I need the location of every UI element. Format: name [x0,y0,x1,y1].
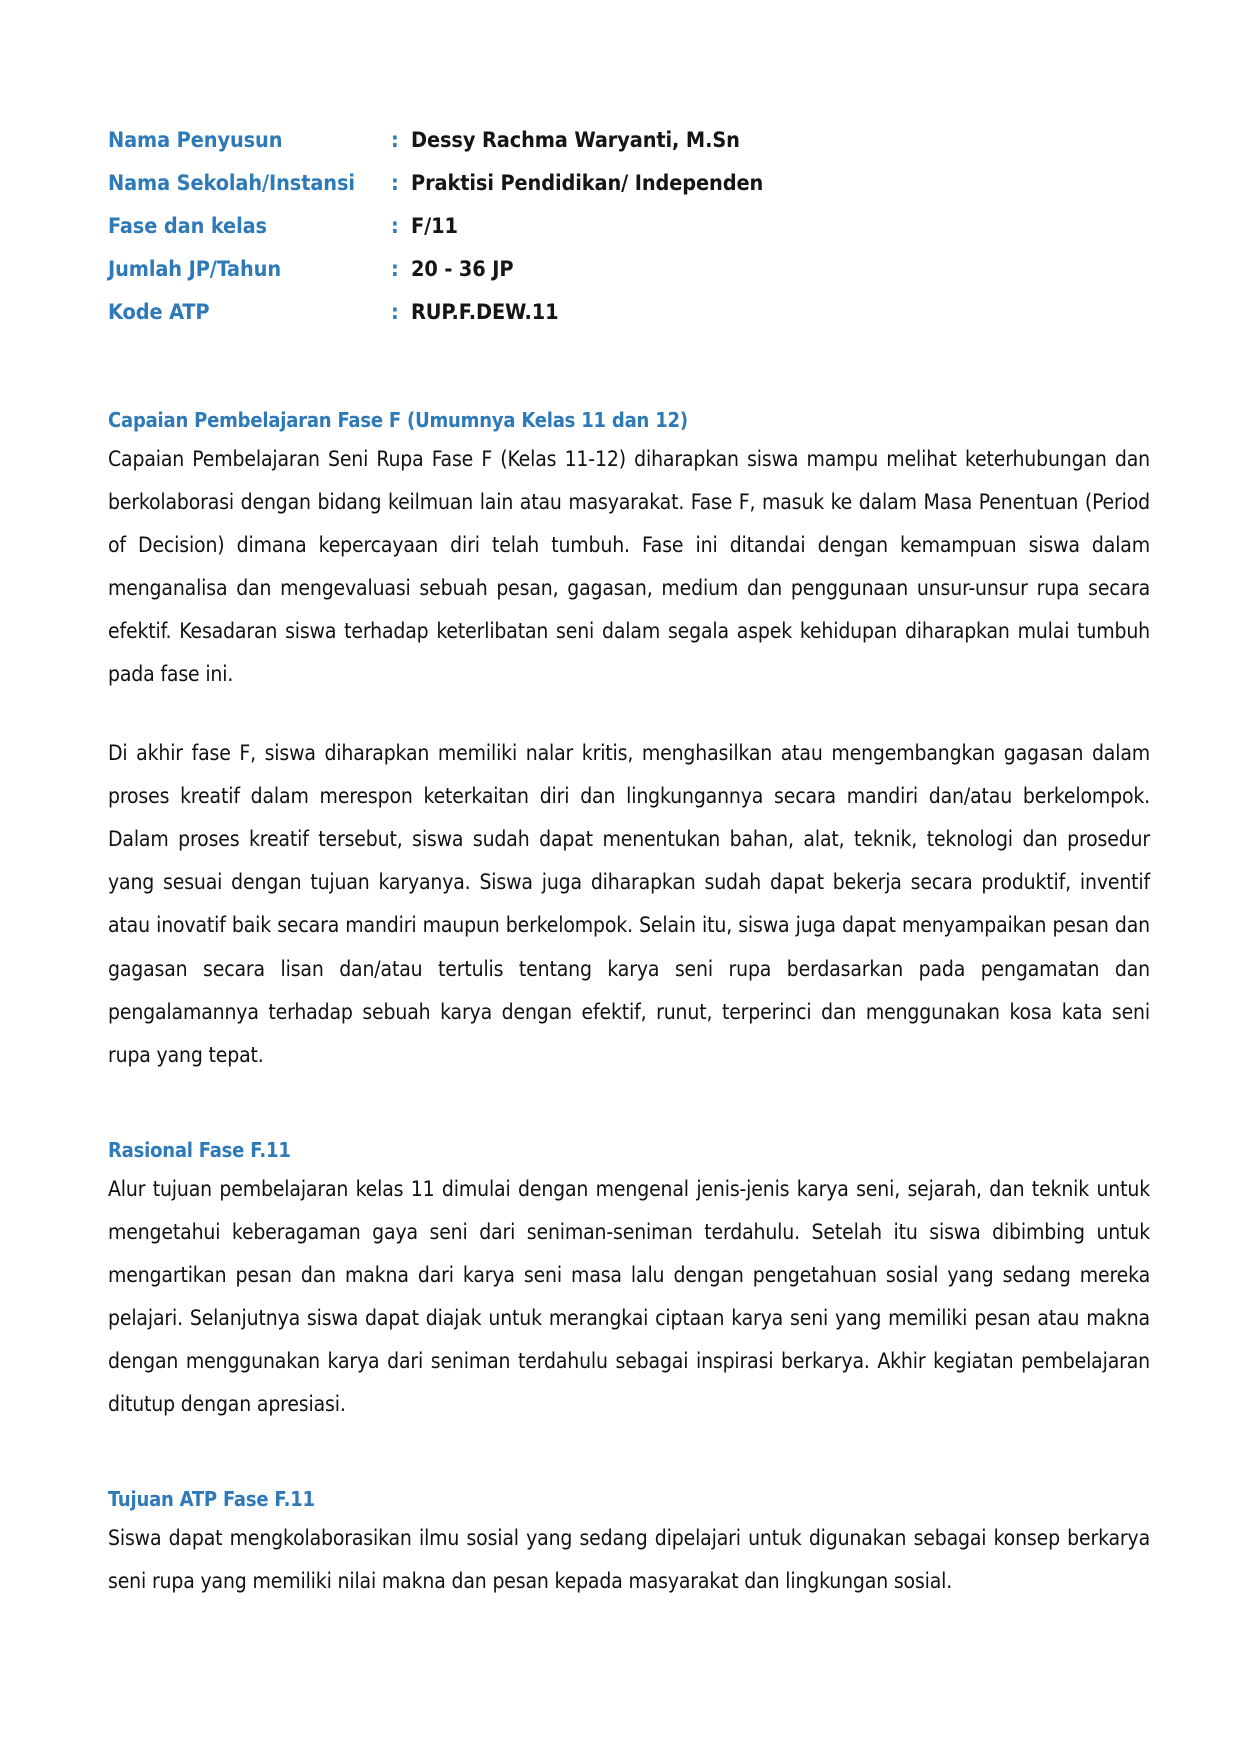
section-tujuan-atp [108,1486,1150,1603]
meta-separator: : [391,257,399,282]
spacer [108,1426,1150,1486]
table-row [108,257,808,300]
table-row [108,128,808,171]
section-heading-rasional: Rasional Fase F.11 [108,1137,291,1162]
paragraph-rasional-1: Alur tujuan pembelajaran kelas 11 dimulai dengan mengenal jenis-jenis karya seni, sejarah, dan teknik untuk mengetahui keberagaman gaya seni dari seniman-seniman terdahulu. Setelah itu siswa dibimbing untuk mengartikan pesan dan makna dari karya seni masa lalu dengan pengetahuan sosial yang sedang mereka pelajari. Selanjutnya siswa dapat diajak untuk merangkai ciptaan karya seni yang memiliki pesan atau makna dengan menggunakan karya dari seniman terdahulu sebagai inspirasi berkarya. Akhir kegiatan pembelajaran ditutup dengan apresiasi. [108,1176,1150,1416]
paragraph-capaian-2: Di akhir fase F, siswa diharapkan memiliki nalar kritis, menghasilkan atau mengembangkan gagasan dalam proses kreatif dalam merespon keterkaitan diri dan lingkungannya secara mandiri dan/atau berkelompok. Dalam proses kreatif tersebut, siswa sudah dapat menentukan bahan, alat, teknik, teknologi dan prosedur yang sesuai dengan tujuan karyanya. Siswa juga diharapkan sudah dapat bekerja secara produktif, inventif atau inovatif baik secara mandiri maupun berkelompok. Selain itu, siswa juga dapat menyampaikan pesan dan gagasan secara lisan dan/atau tertulis tentang karya seni rupa berdasarkan pada pengamatan dan pengalamannya terhadap sebuah karya dengan efektif, runut, terperinci dan menggunakan kosa kata seni rupa yang tepat. [108,741,1150,1067]
meta-label-nama-penyusun: Nama Penyusun [108,128,283,153]
paragraph-capaian-1: Capaian Pembelajaran Seni Rupa Fase F (Kelas 11-12) diharapkan siswa mampu melihat keterhubungan dan berkolaborasi dengan bidang keilmuan lain atau masyarakat. Fase F, masuk ke dalam Masa Penentuan (Period of Decision) dimana kepercayaan diri telah tumbuh. Fase ini ditandai dengan kemampuan siswa dalam menganalisa dan mengevaluasi sebuah pesan, gagasan, medium dan penggunaan unsur-unsur rupa secara efektif. Kesadaran siswa terhadap keterlibatan seni dalam segala aspek kehidupan diharapkan mulai tumbuh pada fase ini. [108,447,1150,687]
meta-separator: : [391,300,399,325]
meta-value-nama-sekolah: Praktisi Pendidikan/ Independen [411,171,764,196]
meta-value-jumlah-jp: 20 - 36 JP [411,257,514,282]
meta-value-fase-dan-kelas: F/11 [411,214,458,239]
meta-label-kode-atp: Kode ATP [108,300,210,325]
meta-value-nama-penyusun: Dessy Rachma Waryanti, M.Sn [411,128,740,153]
table-row [108,171,808,214]
meta-separator: : [391,128,399,153]
spacer [108,343,1150,407]
meta-label-nama-sekolah: Nama Sekolah/Instansi [108,171,355,196]
meta-label-fase-dan-kelas: Fase dan kelas [108,214,267,239]
spacer [108,696,1150,732]
section-rasional [108,1137,1150,1426]
meta-separator: : [391,214,399,239]
section-heading-tujuan-atp: Tujuan ATP Fase F.11 [108,1486,315,1511]
spacer [108,1077,1150,1137]
document-identity-table [108,128,808,343]
meta-label-jumlah-jp: Jumlah JP/Tahun [108,257,282,282]
section-capaian-pembelajaran [108,407,1150,1077]
section-heading-capaian-pembelajaran: Capaian Pembelajaran Fase F (Umumnya Kelas 11 dan 12) [108,408,688,432]
meta-value-kode-atp: RUP.F.DEW.11 [411,300,559,325]
meta-separator: : [391,171,399,196]
paragraph-tujuan-1: Siswa dapat mengkolaborasikan ilmu sosial yang sedang dipelajari untuk digunakan sebagai konsep berkarya seni rupa yang memiliki nilai makna dan pesan kepada masyarakat dan lingkungan sosial. [108,1525,1150,1593]
table-row [108,214,808,257]
table-row [108,300,808,343]
